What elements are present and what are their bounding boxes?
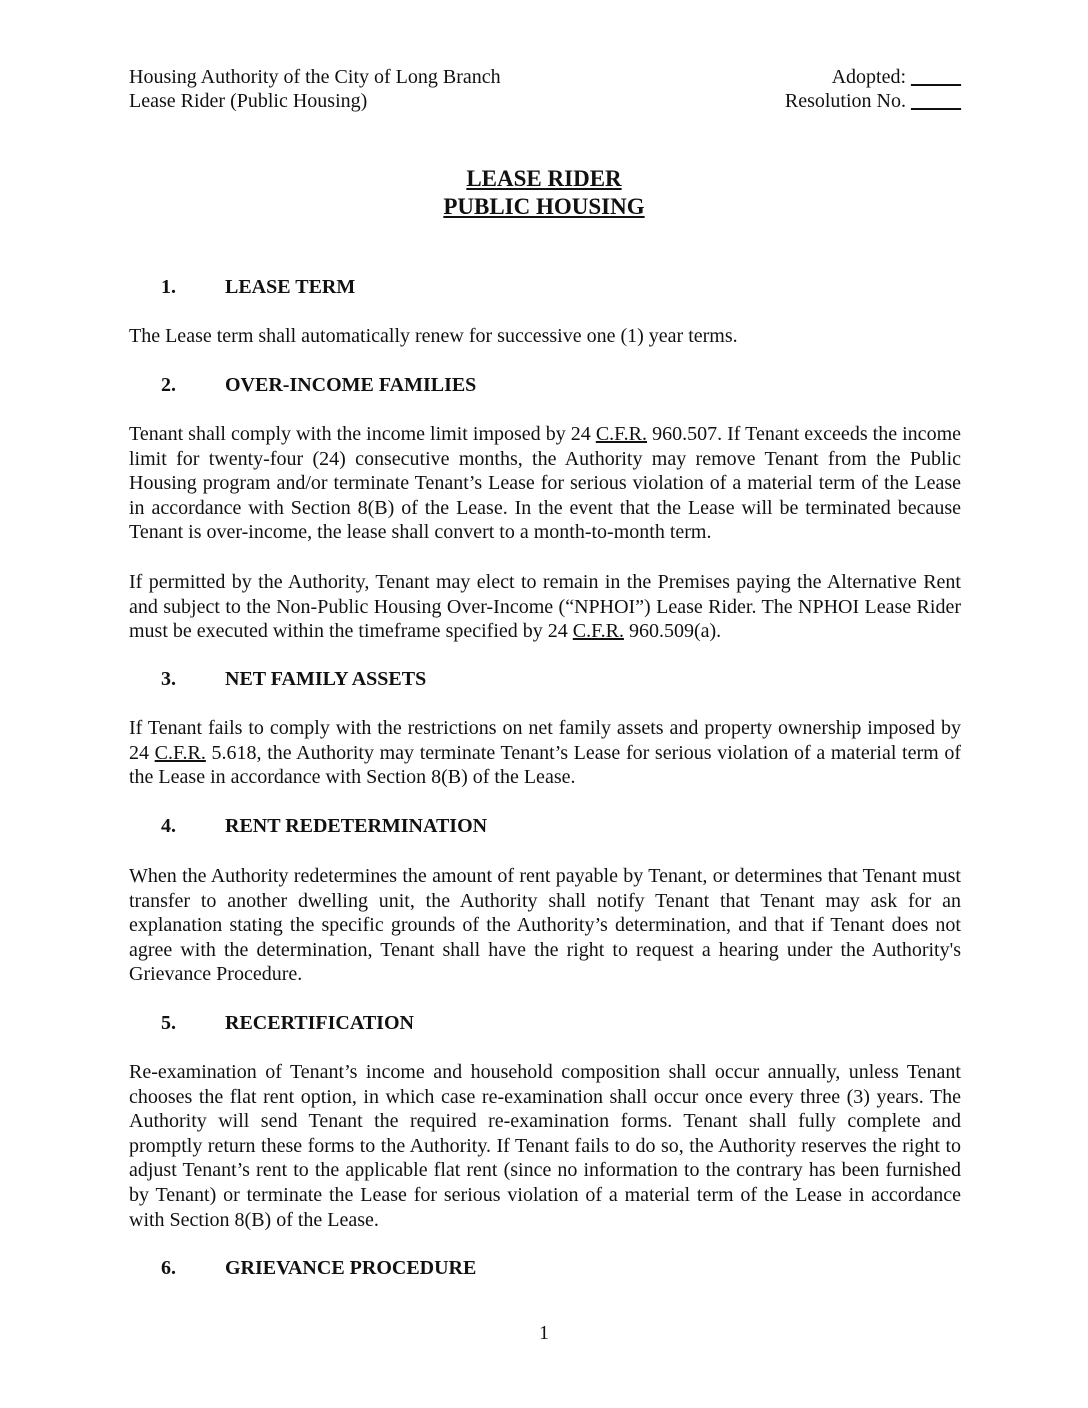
adopted-blank: _____	[911, 66, 961, 88]
section-4-title: RENT REDETERMINATION	[225, 815, 488, 837]
section-4-paragraph: When the Authority redetermines the amount of rent payable by Tenant, or determines that Tenant must transfer to another dwelling unit, the Authority shall notify Tenant that Tenant may ask for an explanation stating the specific grounds of the Authority’s determination, and that if Tenant does not agree with the determination, Tenant shall have the right to request a hearing under the Authority's Grievance Procedure.	[129, 865, 961, 986]
section-3-heading	[161, 667, 426, 691]
section-6-number: 6.	[161, 1257, 176, 1279]
section-2-p2-text-a: If permitted by the Authority, Tenant may elect to remain in the Premises paying the Alternative Rent and subject to the Non-Public Housing Over-Income (“NPHOI”) Lease Rider. The NPHOI Lease Rider must be executed within the timeframe specified by 24	[129, 571, 961, 643]
section-5-paragraph: Re-examination of Tenant’s income and household composition shall occur annually, unless Tenant chooses the flat rent option, in which case re-examination shall occur once every three (3) years. The Authority will send Tenant the required re-examination forms. Tenant shall fully complete and promptly return these forms to the Authority. If Tenant fails to do so, the Authority reserves the right to adjust Tenant’s rent to the applicable flat rent (since no information to the contrary has been furnished by Tenant) or terminate the Lease for serious violation of a material term of the Lease in accordance with Section 8(B) of the Lease.	[129, 1061, 961, 1231]
section-1-heading	[161, 275, 355, 299]
section-5-number: 5.	[161, 1012, 176, 1034]
header-org: Housing Authority of the City of Long Branch	[129, 66, 501, 88]
resolution-blank: _____	[911, 90, 961, 112]
header-resolution	[785, 89, 961, 113]
section-3-number: 3.	[161, 668, 176, 690]
section-3-p1-text-a: If Tenant fails to comply with the restrictions on net family assets and property ownership imposed by 24	[129, 717, 961, 764]
section-3-title: NET FAMILY ASSETS	[225, 668, 427, 690]
section-6-title: GRIEVANCE PROCEDURE	[225, 1257, 477, 1279]
section-2-paragraph-1	[129, 422, 961, 545]
page-number: 1	[539, 1322, 549, 1344]
section-3-p1-text-b: 5.618, the Authority may terminate Tenant’s Lease for serious violation of a material term of the Lease in accordance with Section 8(B) of the Lease.	[129, 741, 962, 789]
section-1-paragraph: The Lease term shall automatically renew for successive one (1) year terms.	[129, 325, 738, 347]
section-2-paragraph-2	[129, 570, 961, 644]
section-2-title: OVER-INCOME FAMILIES	[225, 374, 477, 396]
document-title-line1: LEASE RIDER	[466, 166, 622, 191]
document-title-line2: PUBLIC HOUSING	[443, 194, 645, 219]
cfr-citation: C.F.R.	[154, 741, 206, 764]
section-1-title: LEASE TERM	[225, 276, 356, 298]
resolution-label: Resolution No.	[784, 90, 911, 112]
cfr-citation: C.F.R.	[595, 423, 648, 445]
section-6-heading	[161, 1256, 476, 1280]
section-2-number: 2.	[161, 374, 176, 396]
cfr-citation: C.F.R.	[572, 620, 624, 643]
section-3-paragraph	[129, 716, 961, 790]
section-2-p1-text-b: 960.507. If Tenant exceeds the income limit for twenty-four (24) consecutive months, the Authority may remove Tenant from the Public Housing program and/or terminate Tenant’s Lease for serious violation of a material term of the Lease in accordance with Section 8(B) of the Lease. In the event that the Lease will be terminated because Tenant is over-income, the lease shall convert to a month-to-month term.	[129, 423, 961, 544]
header-adopted	[832, 65, 961, 89]
section-2-p2-text-b: 960.509(a).	[623, 620, 722, 643]
section-5-title: RECERTIFICATION	[225, 1012, 414, 1034]
section-1-number: 1.	[161, 276, 176, 298]
section-2-heading	[161, 373, 476, 397]
section-5-heading	[161, 1011, 414, 1035]
section-2-p1-text-a: Tenant shall comply with the income limit imposed by 24	[129, 423, 596, 445]
adopted-label: Adopted:	[831, 66, 911, 88]
section-4-heading	[161, 814, 487, 838]
section-4-number: 4.	[161, 815, 176, 837]
header-subtitle: Lease Rider (Public Housing)	[129, 90, 368, 112]
